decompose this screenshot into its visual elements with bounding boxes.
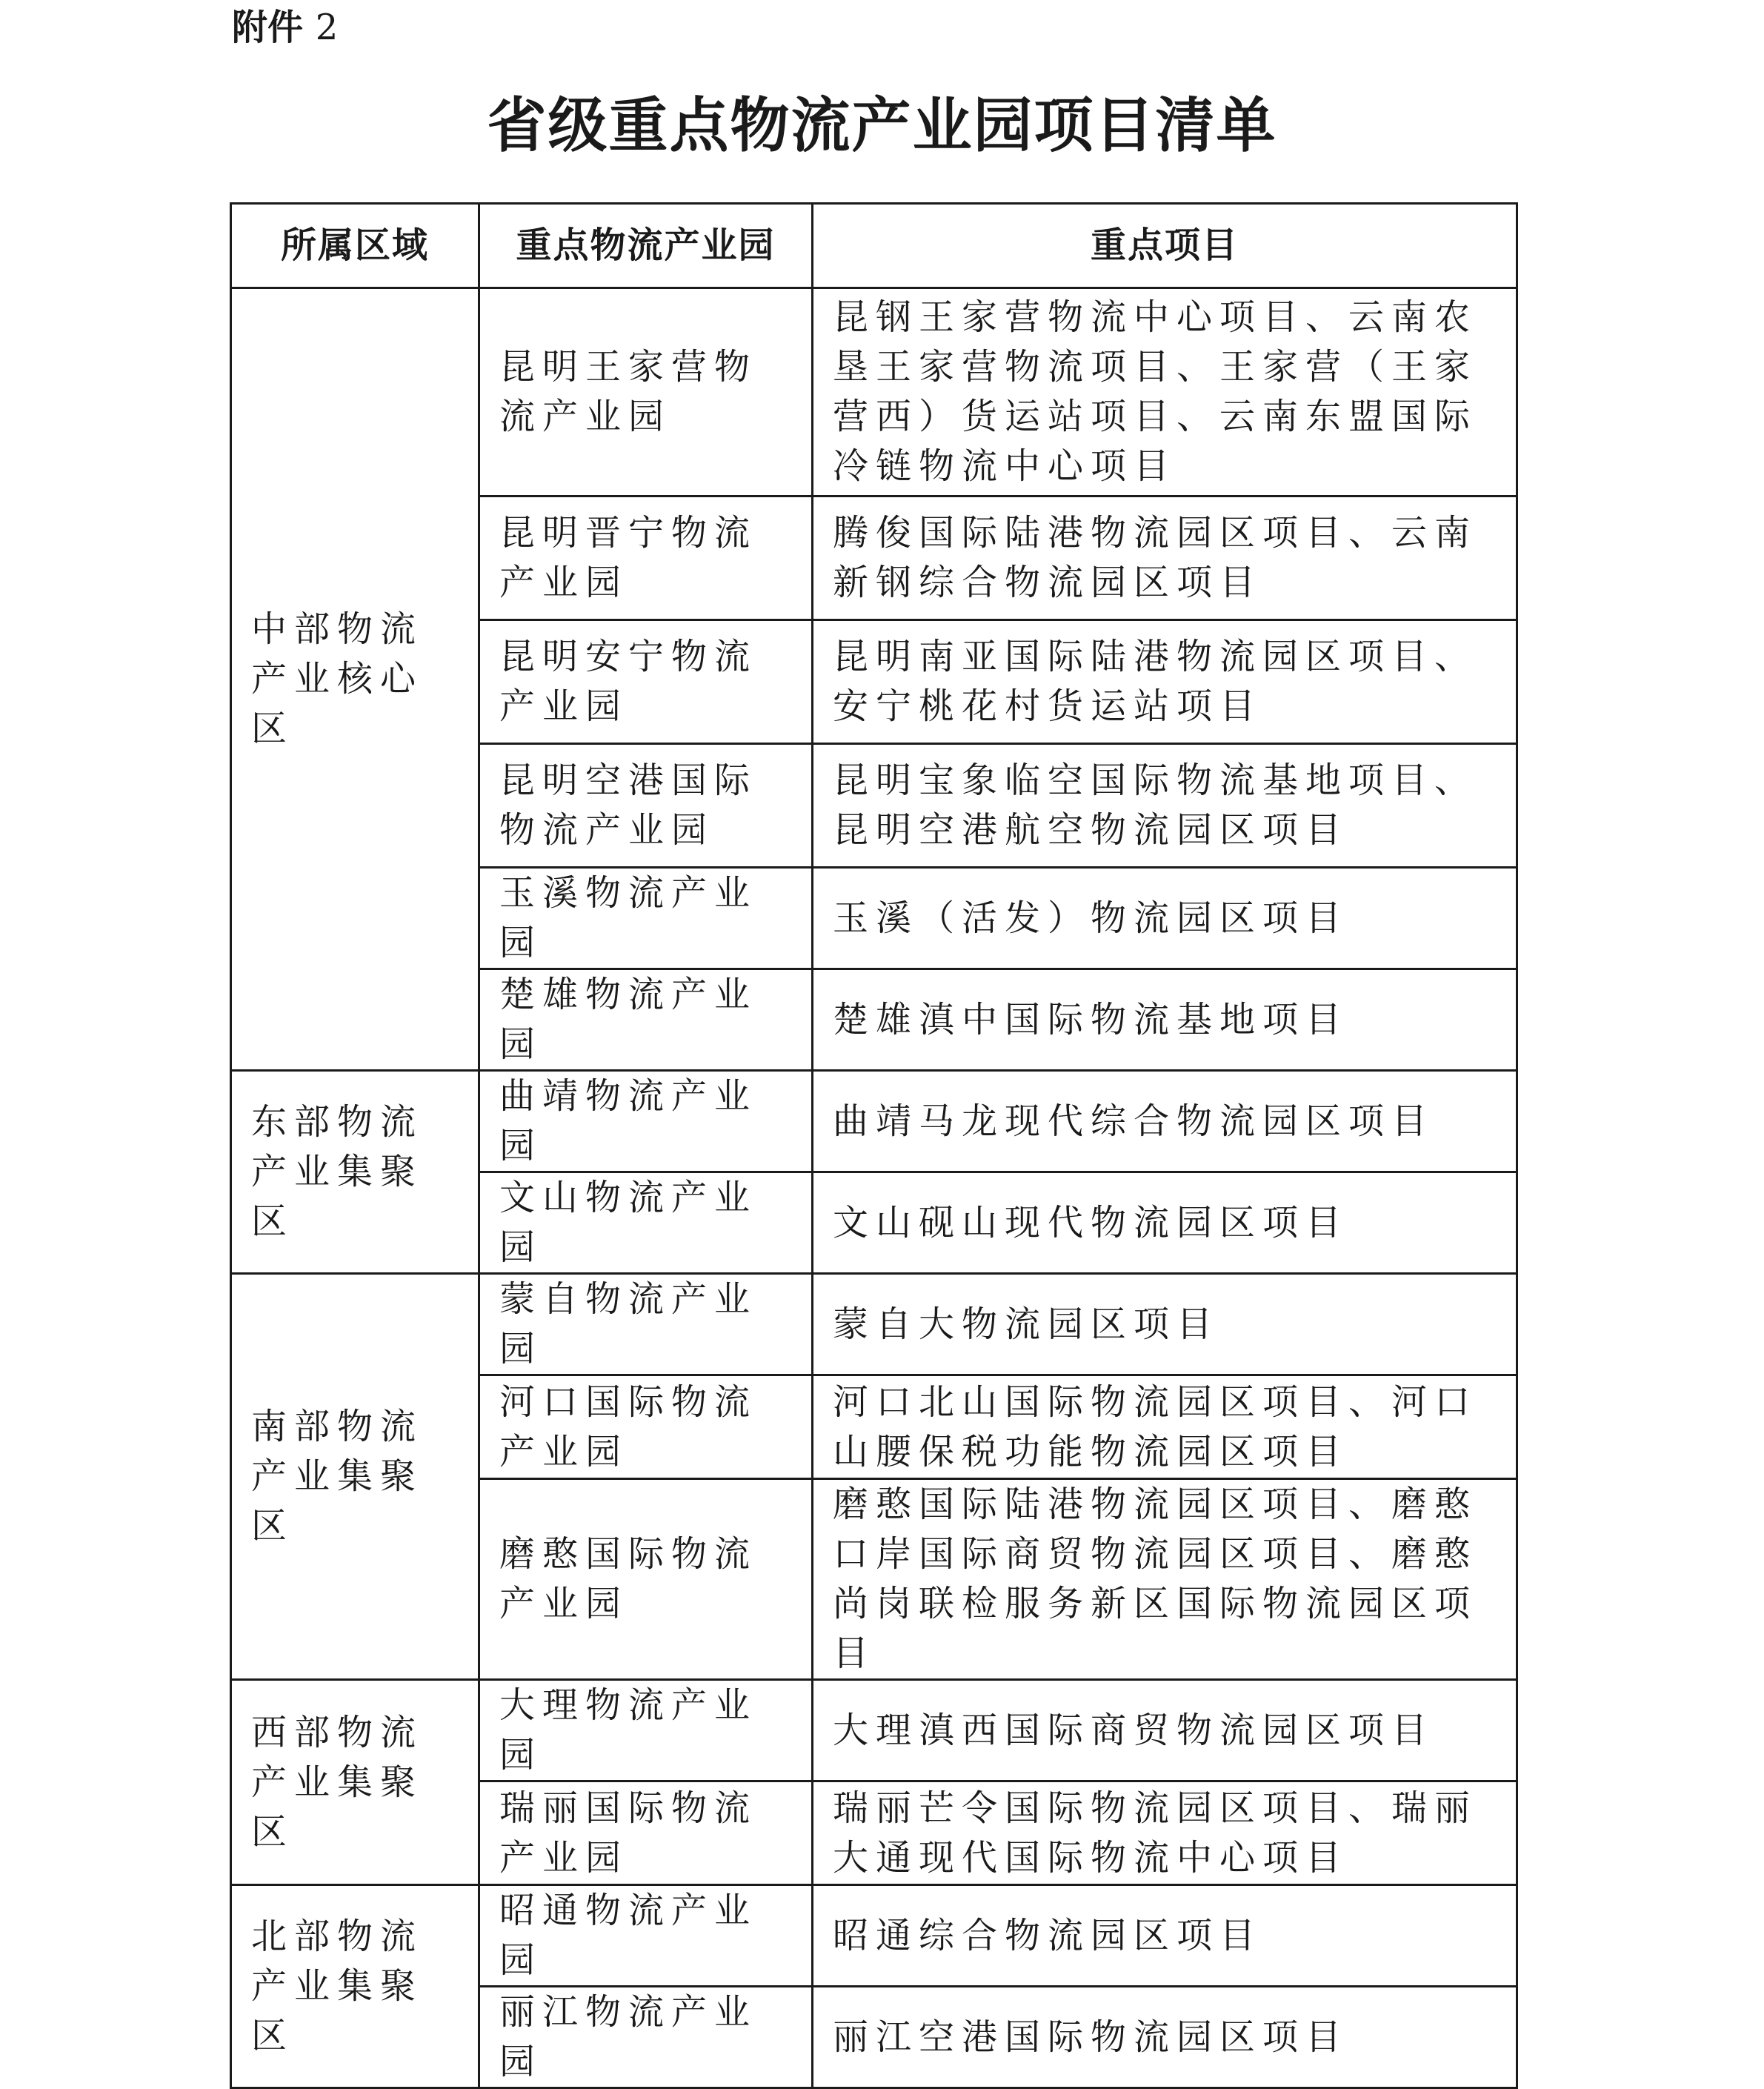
projects-cell: 河口北山国际物流园区项目、河口山腰保税功能物流园区项目 xyxy=(813,1375,1517,1479)
table-row xyxy=(231,1274,1517,1375)
projects-cell: 曲靖马龙现代综合物流园区项目 xyxy=(813,1071,1517,1172)
projects-cell: 蒙自大物流园区项目 xyxy=(813,1274,1517,1375)
table-row xyxy=(231,1680,1517,1781)
table-header-row xyxy=(231,204,1517,288)
park-cell: 昭通物流产业园 xyxy=(479,1885,813,1987)
park-cell: 玉溪物流产业园 xyxy=(479,868,813,969)
park-cell: 磨憨国际物流产业园 xyxy=(479,1479,813,1680)
projects-cell: 昆明南亚国际陆港物流园区项目、安宁桃花村货运站项目 xyxy=(813,620,1517,744)
projects-cell: 丽江空港国际物流园区项目 xyxy=(813,1987,1517,2088)
park-cell: 文山物流产业园 xyxy=(479,1172,813,1274)
park-cell: 河口国际物流产业园 xyxy=(479,1375,813,1479)
project-table xyxy=(230,202,1518,2089)
park-cell: 丽江物流产业园 xyxy=(479,1987,813,2088)
projects-cell: 昆明宝象临空国际物流基地项目、昆明空港航空物流园区项目 xyxy=(813,744,1517,868)
attachment-text: 附件 xyxy=(232,7,304,48)
region-cell: 南部物流产业集聚区 xyxy=(231,1274,479,1680)
park-cell: 瑞丽国际物流产业园 xyxy=(479,1781,813,1885)
projects-cell: 大理滇西国际商贸物流园区项目 xyxy=(813,1680,1517,1781)
table-row xyxy=(231,1885,1517,1987)
header-projects: 重点项目 xyxy=(813,204,1517,288)
projects-cell: 昭通综合物流园区项目 xyxy=(813,1885,1517,1987)
region-cell: 西部物流产业集聚区 xyxy=(231,1680,479,1885)
projects-cell: 文山砚山现代物流园区项目 xyxy=(813,1172,1517,1274)
projects-cell: 玉溪（活发）物流园区项目 xyxy=(813,868,1517,969)
projects-cell: 楚雄滇中国际物流基地项目 xyxy=(813,969,1517,1071)
park-cell: 昆明王家营物流产业园 xyxy=(479,288,813,496)
table-row xyxy=(231,288,1517,496)
park-cell: 楚雄物流产业园 xyxy=(479,969,813,1071)
projects-cell: 昆钢王家营物流中心项目、云南农垦王家营物流项目、王家营（王家营西）货运站项目、云南东盟国际冷链物流中心项目 xyxy=(813,288,1517,496)
header-region: 所属区域 xyxy=(231,204,479,288)
attachment-number: 2 xyxy=(315,7,339,48)
table-row xyxy=(231,1071,1517,1172)
projects-cell: 磨憨国际陆港物流园区项目、磨憨口岸国际商贸物流园区项目、磨憨尚岗联检服务新区国际物流园区项目 xyxy=(813,1479,1517,1680)
projects-cell: 腾俊国际陆港物流园区项目、云南新钢综合物流园区项目 xyxy=(813,496,1517,620)
park-cell: 大理物流产业园 xyxy=(479,1680,813,1781)
region-cell: 中部物流产业核心区 xyxy=(231,288,479,1071)
region-cell: 东部物流产业集聚区 xyxy=(231,1071,479,1274)
projects-cell: 瑞丽芒令国际物流园区项目、瑞丽大通现代国际物流中心项目 xyxy=(813,1781,1517,1885)
park-cell: 昆明空港国际物流产业园 xyxy=(479,744,813,868)
park-cell: 蒙自物流产业园 xyxy=(479,1274,813,1375)
attachment-label xyxy=(232,3,338,52)
park-cell: 昆明安宁物流产业园 xyxy=(479,620,813,744)
park-cell: 曲靖物流产业园 xyxy=(479,1071,813,1172)
park-cell: 昆明晋宁物流产业园 xyxy=(479,496,813,620)
region-cell: 北部物流产业集聚区 xyxy=(231,1885,479,2088)
page-title: 省级重点物流产业园项目清单 xyxy=(487,91,1277,160)
header-park: 重点物流产业园 xyxy=(479,204,813,288)
